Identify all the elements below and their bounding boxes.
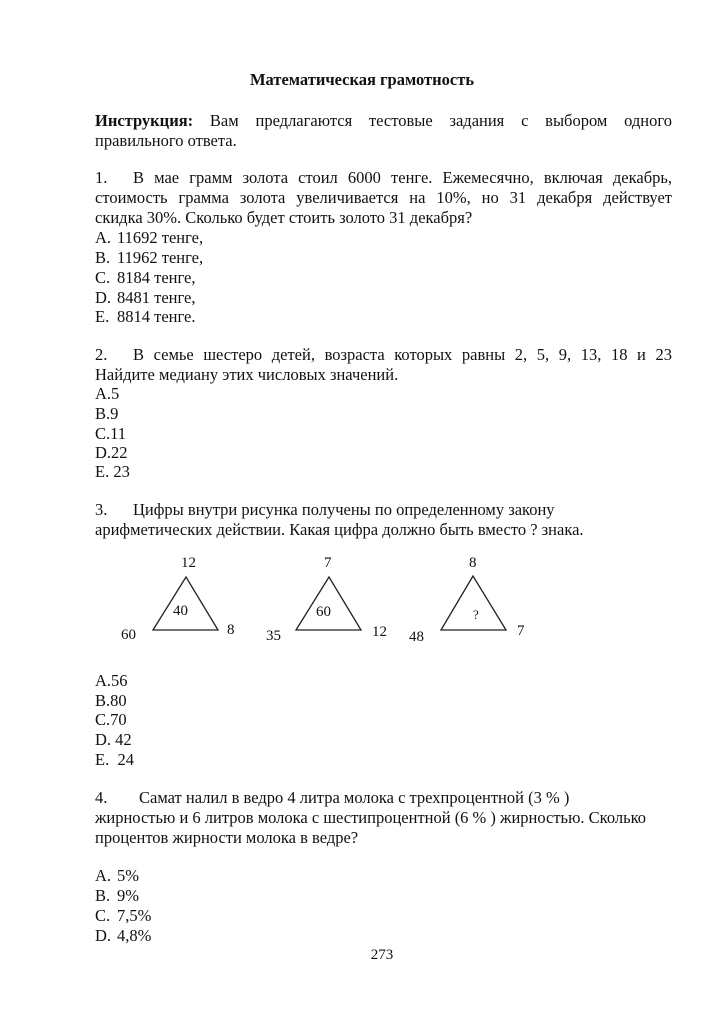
question-2-option-e: E. 23	[95, 462, 130, 481]
question-3-text-1: Цифры внутри рисунка получены по определенному закону	[133, 500, 555, 519]
question-1-line-1	[95, 168, 672, 188]
question-3-option-c: C.70	[95, 710, 127, 729]
question-2-number: 2.	[95, 345, 108, 364]
question-2-text-1: В семье шестеро детей, возраста которых равны 2, 5, 9, 13, 18 и 23	[133, 345, 672, 364]
question-3-option-b: B.80	[95, 691, 127, 710]
triangle-3-center: ?	[473, 607, 479, 622]
option-letter: B.	[95, 248, 111, 267]
option-letter: C.	[95, 268, 111, 287]
question-1-option-d	[95, 288, 196, 308]
triangle-2-left: 35	[266, 628, 281, 644]
question-3-line-1	[95, 500, 555, 520]
instruction-text: Вам предлагаются тестовые задания с выбором одного	[209, 111, 672, 130]
instruction-line-2: правильного ответа.	[95, 131, 237, 150]
option-letter: C.	[95, 906, 111, 925]
question-2-option-c: C.11	[95, 424, 127, 443]
question-2-option-a: A.5	[95, 384, 120, 403]
option-letter: A.	[95, 866, 112, 885]
question-1-option-c	[95, 268, 196, 288]
question-4-number: 4.	[95, 788, 108, 807]
page-number: 273	[370, 947, 394, 963]
triangle-1-right: 8	[227, 622, 235, 638]
triangle-1-top: 12	[181, 555, 196, 571]
instruction-line-1	[95, 111, 672, 131]
question-3-option-e: E. 24	[95, 750, 134, 769]
option-text: 7,5%	[117, 906, 152, 925]
question-3-number: 3.	[95, 500, 108, 519]
question-2-option-b: B.9	[95, 404, 119, 423]
question-2-line-2: Найдите медиану этих числовых значений.	[95, 365, 399, 384]
option-letter: A.	[95, 228, 112, 247]
option-letter: E.	[95, 307, 110, 326]
triangle-3-right: 7	[517, 623, 525, 639]
option-text: 4,8%	[117, 926, 152, 945]
question-1-option-b	[95, 248, 203, 268]
instruction-label: Инструкция:	[95, 111, 194, 130]
question-1-line-2: стоимость грамма золота увеличивается на 10%, но 31 декабря действует	[95, 188, 672, 207]
page-title: Математическая грамотность	[249, 70, 475, 89]
option-letter: B.	[95, 886, 111, 905]
question-4-line-1	[95, 788, 569, 808]
option-text: 8481 тенге,	[117, 288, 196, 307]
question-1-option-a	[95, 228, 203, 248]
option-letter: D.	[95, 288, 112, 307]
question-4-option-c	[95, 906, 151, 926]
question-4-option-d	[95, 926, 151, 946]
triangle-3-top: 8	[469, 555, 477, 571]
option-text: 11962 тенге,	[117, 248, 204, 267]
question-4-option-a	[95, 866, 139, 886]
question-1-line-3: скидка 30%. Сколько будет стоить золото 31 декабря?	[95, 208, 473, 227]
question-2-line-1	[95, 345, 672, 365]
question-2-option-d: D.22	[95, 443, 128, 462]
question-1-option-e	[95, 307, 196, 327]
question-4-text-1: Самат налил в ведро 4 литра молока с трехпроцентной (3 % )	[139, 788, 570, 807]
question-3-line-2: арифметических действии. Какая цифра должно быть вместо ? знака.	[95, 520, 584, 539]
option-letter: D.	[95, 926, 112, 945]
option-text: 9%	[117, 886, 139, 905]
option-text: 8184 тенге,	[117, 268, 196, 287]
triangle-3-left: 48	[409, 629, 424, 645]
question-3-option-a: A.56	[95, 671, 128, 690]
triangle-2-top: 7	[324, 555, 332, 571]
question-4-line-2: жирностью и 6 литров молока с шестипроцентной (6 % ) жирностью. Сколько	[95, 808, 647, 827]
option-text: 8814 тенге.	[117, 307, 196, 326]
triangle-1-center: 40	[173, 603, 188, 619]
question-4-option-b	[95, 886, 139, 906]
option-text: 11692 тенге,	[117, 228, 204, 247]
question-1-text-1: В мае грамм золота стоил 6000 тенге. Ежемесячно, включая декабрь,	[133, 168, 672, 187]
triangle-2-center: 60	[316, 604, 331, 620]
question-1-number: 1.	[95, 168, 108, 187]
option-text: 5%	[117, 866, 139, 885]
triangle-2-right: 12	[372, 624, 387, 640]
question-4-line-3: процентов жирности молока в ведре?	[95, 828, 359, 847]
triangle-1-left: 60	[121, 627, 136, 643]
question-3-option-d: D. 42	[95, 730, 132, 749]
